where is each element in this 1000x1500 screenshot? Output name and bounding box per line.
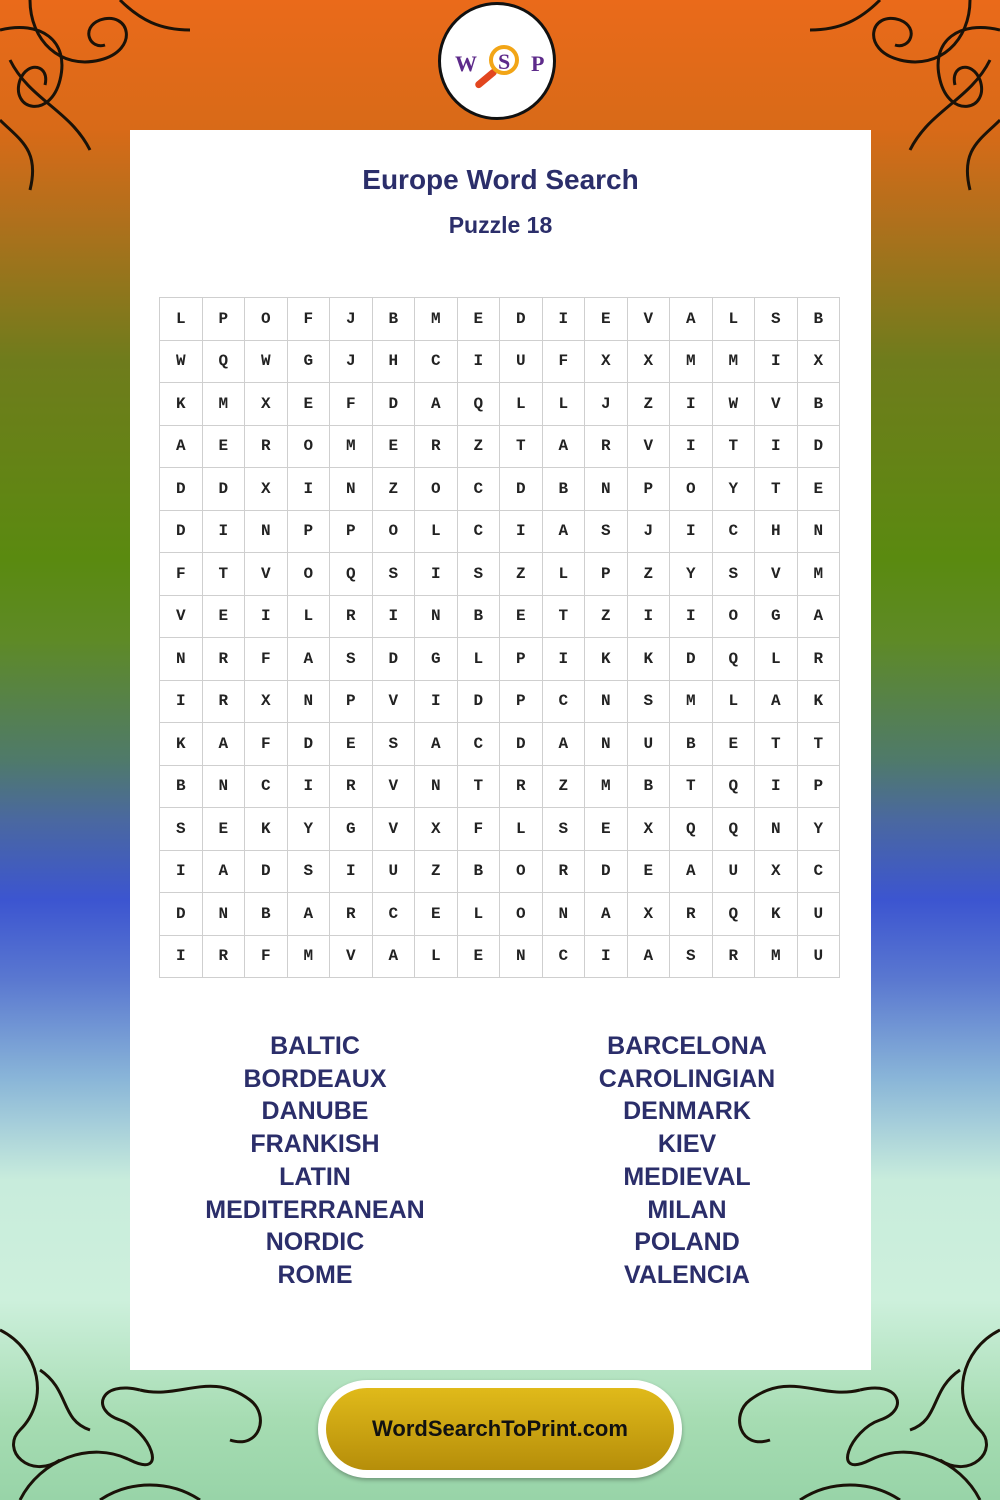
grid-cell[interactable]: T xyxy=(713,426,756,469)
grid-cell[interactable]: D xyxy=(500,468,543,511)
grid-cell[interactable]: O xyxy=(713,596,756,639)
grid-cell[interactable]: Q xyxy=(713,638,756,681)
grid-cell[interactable]: A xyxy=(755,681,798,724)
grid-cell[interactable]: T xyxy=(670,766,713,809)
word-list-item: DENMARK xyxy=(623,1097,751,1126)
grid-cell[interactable]: V xyxy=(160,596,203,639)
grid-cell[interactable]: O xyxy=(288,426,331,469)
grid-cell[interactable]: C xyxy=(245,766,288,809)
grid-cell[interactable]: B xyxy=(245,893,288,936)
grid-cell[interactable]: F xyxy=(288,298,331,341)
grid-cell[interactable]: U xyxy=(798,893,841,936)
grid-cell[interactable]: D xyxy=(203,468,246,511)
grid-cell[interactable]: S xyxy=(543,808,586,851)
grid-cell[interactable]: Y xyxy=(288,808,331,851)
word-list-item: CAROLINGIAN xyxy=(598,1064,776,1093)
grid-cell[interactable]: E xyxy=(203,596,246,639)
grid-cell[interactable]: D xyxy=(670,638,713,681)
grid-cell[interactable]: C xyxy=(713,511,756,554)
grid-cell[interactable]: K xyxy=(160,723,203,766)
grid-cell[interactable]: X xyxy=(245,383,288,426)
grid-cell[interactable]: U xyxy=(798,936,841,979)
grid-cell[interactable]: Z xyxy=(628,553,671,596)
grid-cell[interactable]: W xyxy=(713,383,756,426)
grid-cell[interactable]: Q xyxy=(713,766,756,809)
grid-cell[interactable]: N xyxy=(203,766,246,809)
grid-cell[interactable]: E xyxy=(458,936,501,979)
grid-cell[interactable]: A xyxy=(373,936,416,979)
grid-cell[interactable]: R xyxy=(203,681,246,724)
grid-cell[interactable]: A xyxy=(543,426,586,469)
grid-cell[interactable]: X xyxy=(628,808,671,851)
grid-cell[interactable]: V xyxy=(373,808,416,851)
grid-cell[interactable]: T xyxy=(755,723,798,766)
word-list-item: POLAND xyxy=(634,1228,740,1257)
grid-cell[interactable]: E xyxy=(628,851,671,894)
grid-cell[interactable]: E xyxy=(458,298,501,341)
grid-cell[interactable]: D xyxy=(373,638,416,681)
grid-cell[interactable]: N xyxy=(500,936,543,979)
grid-cell[interactable]: J xyxy=(628,511,671,554)
grid-cell[interactable]: Y xyxy=(670,553,713,596)
grid-cell[interactable]: F xyxy=(245,936,288,979)
grid-cell[interactable]: Z xyxy=(500,553,543,596)
grid-cell[interactable]: I xyxy=(755,341,798,384)
grid-cell[interactable]: P xyxy=(628,468,671,511)
grid-cell[interactable]: I xyxy=(670,426,713,469)
word-list-left xyxy=(130,1030,500,1292)
grid-cell[interactable]: H xyxy=(373,341,416,384)
grid-cell[interactable]: S xyxy=(755,298,798,341)
grid-cell[interactable]: B xyxy=(458,851,501,894)
grid-cell[interactable]: L xyxy=(755,638,798,681)
grid-cell[interactable]: C xyxy=(458,723,501,766)
grid-cell[interactable]: I xyxy=(288,766,331,809)
grid-cell[interactable]: J xyxy=(330,298,373,341)
grid-cell[interactable]: E xyxy=(415,893,458,936)
word-list-item: BALTIC xyxy=(270,1032,360,1060)
grid-cell[interactable]: B xyxy=(458,596,501,639)
grid-cell[interactable]: O xyxy=(245,298,288,341)
grid-cell[interactable]: C xyxy=(458,468,501,511)
grid-cell[interactable]: S xyxy=(330,638,373,681)
grid-cell[interactable]: I xyxy=(330,851,373,894)
grid-cell[interactable]: L xyxy=(415,936,458,979)
grid-cell[interactable]: R xyxy=(330,893,373,936)
word-list-item: FRANKISH xyxy=(250,1130,380,1159)
grid-cell[interactable]: A xyxy=(628,936,671,979)
grid-cell[interactable]: I xyxy=(755,766,798,809)
grid-cell[interactable]: A xyxy=(415,723,458,766)
grid-cell[interactable]: Z xyxy=(585,596,628,639)
letter-grid xyxy=(159,297,840,978)
grid-cell[interactable]: X xyxy=(585,341,628,384)
grid-cell[interactable]: U xyxy=(500,341,543,384)
grid-cell[interactable]: R xyxy=(798,638,841,681)
grid-cell[interactable]: Y xyxy=(798,808,841,851)
grid-cell[interactable]: E xyxy=(203,426,246,469)
grid-cell[interactable]: Z xyxy=(458,426,501,469)
grid-cell[interactable]: K xyxy=(798,681,841,724)
grid-cell[interactable]: A xyxy=(203,723,246,766)
grid-cell[interactable]: C xyxy=(798,851,841,894)
grid-cell[interactable]: L xyxy=(500,808,543,851)
grid-cell[interactable]: A xyxy=(288,893,331,936)
grid-cell[interactable]: R xyxy=(203,638,246,681)
grid-cell[interactable]: N xyxy=(798,511,841,554)
grid-cell[interactable]: R xyxy=(245,426,288,469)
grid-cell[interactable]: I xyxy=(543,298,586,341)
grid-cell[interactable]: A xyxy=(288,638,331,681)
grid-cell[interactable]: M xyxy=(670,681,713,724)
grid-cell[interactable]: V xyxy=(373,681,416,724)
grid-cell[interactable]: Q xyxy=(203,341,246,384)
word-list-right xyxy=(502,1030,872,1292)
grid-cell[interactable]: T xyxy=(798,723,841,766)
grid-cell[interactable]: E xyxy=(500,596,543,639)
grid-cell[interactable]: F xyxy=(458,808,501,851)
grid-cell[interactable]: I xyxy=(543,638,586,681)
grid-cell[interactable]: N xyxy=(330,468,373,511)
grid-cell[interactable]: M xyxy=(415,298,458,341)
grid-cell[interactable]: L xyxy=(458,893,501,936)
grid-cell[interactable]: U xyxy=(628,723,671,766)
grid-cell[interactable]: E xyxy=(288,383,331,426)
grid-cell[interactable]: N xyxy=(203,893,246,936)
grid-cell[interactable]: Q xyxy=(670,808,713,851)
grid-cell[interactable]: M xyxy=(288,936,331,979)
grid-cell[interactable]: O xyxy=(500,851,543,894)
grid-cell[interactable]: O xyxy=(500,893,543,936)
grid-cell[interactable]: I xyxy=(160,936,203,979)
grid-cell[interactable]: L xyxy=(713,298,756,341)
word-list-item: ROME xyxy=(277,1260,353,1289)
grid-cell[interactable]: A xyxy=(543,723,586,766)
grid-cell[interactable]: T xyxy=(458,766,501,809)
grid-cell[interactable]: Y xyxy=(713,468,756,511)
grid-cell[interactable]: K xyxy=(755,893,798,936)
grid-cell[interactable]: I xyxy=(373,596,416,639)
grid-cell[interactable]: P xyxy=(203,298,246,341)
grid-cell[interactable]: L xyxy=(713,681,756,724)
word-list-item: VALENCIA xyxy=(624,1260,750,1289)
grid-cell[interactable]: R xyxy=(203,936,246,979)
logo-letter-p: P xyxy=(531,51,545,76)
grid-cell[interactable]: N xyxy=(585,681,628,724)
grid-cell[interactable]: U xyxy=(713,851,756,894)
grid-cell[interactable]: B xyxy=(628,766,671,809)
word-list-item: MILAN xyxy=(647,1195,727,1224)
grid-cell[interactable]: D xyxy=(798,426,841,469)
grid-cell[interactable]: E xyxy=(713,723,756,766)
grid-cell[interactable]: S xyxy=(585,511,628,554)
grid-cell[interactable]: A xyxy=(160,426,203,469)
grid-cell[interactable]: D xyxy=(458,681,501,724)
grid-cell[interactable]: K xyxy=(245,808,288,851)
grid-cell[interactable]: D xyxy=(245,851,288,894)
grid-cell[interactable]: E xyxy=(373,426,416,469)
grid-cell[interactable]: Z xyxy=(415,851,458,894)
grid-cell[interactable]: R xyxy=(585,426,628,469)
grid-cell[interactable]: M xyxy=(713,341,756,384)
grid-cell[interactable]: E xyxy=(203,808,246,851)
grid-cell[interactable]: M xyxy=(755,936,798,979)
grid-cell[interactable]: H xyxy=(755,511,798,554)
grid-cell[interactable]: I xyxy=(670,383,713,426)
grid-cell[interactable]: T xyxy=(203,553,246,596)
grid-cell[interactable]: N xyxy=(585,468,628,511)
grid-cell[interactable]: A xyxy=(585,893,628,936)
grid-cell[interactable]: I xyxy=(415,681,458,724)
site-banner-inner xyxy=(326,1388,674,1470)
grid-cell[interactable]: G xyxy=(330,808,373,851)
grid-cell[interactable]: G xyxy=(415,638,458,681)
grid-cell[interactable]: U xyxy=(373,851,416,894)
grid-cell[interactable]: W xyxy=(160,341,203,384)
grid-cell[interactable]: V xyxy=(330,936,373,979)
grid-cell[interactable]: F xyxy=(543,341,586,384)
grid-cell[interactable]: I xyxy=(415,553,458,596)
grid-cell[interactable]: L xyxy=(500,383,543,426)
grid-cell[interactable]: G xyxy=(755,596,798,639)
grid-cell[interactable]: I xyxy=(160,851,203,894)
logo-letter-s: S xyxy=(498,49,511,74)
grid-cell[interactable]: S xyxy=(160,808,203,851)
grid-cell[interactable]: L xyxy=(288,596,331,639)
grid-cell[interactable]: V xyxy=(755,383,798,426)
grid-cell[interactable]: O xyxy=(415,468,458,511)
grid-cell[interactable]: M xyxy=(798,553,841,596)
grid-cell[interactable]: T xyxy=(543,596,586,639)
grid-cell[interactable]: R xyxy=(713,936,756,979)
word-list-item: DANUBE xyxy=(261,1097,369,1126)
grid-cell[interactable]: Z xyxy=(373,468,416,511)
grid-cell[interactable]: S xyxy=(628,681,671,724)
grid-cell[interactable]: P xyxy=(500,638,543,681)
grid-cell[interactable]: I xyxy=(755,426,798,469)
grid-cell[interactable]: E xyxy=(798,468,841,511)
grid-cell[interactable]: F xyxy=(245,723,288,766)
grid-cell[interactable]: Q xyxy=(713,808,756,851)
grid-cell[interactable]: R xyxy=(543,851,586,894)
grid-cell[interactable]: M xyxy=(585,766,628,809)
grid-cell[interactable]: P xyxy=(330,511,373,554)
grid-cell[interactable]: X xyxy=(245,681,288,724)
grid-cell[interactable]: T xyxy=(500,426,543,469)
grid-cell[interactable]: Q xyxy=(330,553,373,596)
grid-cell[interactable]: D xyxy=(160,893,203,936)
grid-cell[interactable]: S xyxy=(670,936,713,979)
grid-cell[interactable]: D xyxy=(373,383,416,426)
grid-cell[interactable]: D xyxy=(160,468,203,511)
grid-cell[interactable]: E xyxy=(585,298,628,341)
grid-cell[interactable]: A xyxy=(798,596,841,639)
grid-cell[interactable]: I xyxy=(288,468,331,511)
grid-cell[interactable]: X xyxy=(415,808,458,851)
grid-cell[interactable]: N xyxy=(755,808,798,851)
grid-cell[interactable]: D xyxy=(160,511,203,554)
grid-cell[interactable]: L xyxy=(415,511,458,554)
grid-cell[interactable]: I xyxy=(160,681,203,724)
grid-cell[interactable]: V xyxy=(373,766,416,809)
grid-cell[interactable]: I xyxy=(670,511,713,554)
grid-cell[interactable]: P xyxy=(500,681,543,724)
word-list-item: MEDIEVAL xyxy=(623,1162,751,1191)
grid-cell[interactable]: X xyxy=(245,468,288,511)
grid-cell[interactable]: X xyxy=(798,341,841,384)
grid-cell[interactable]: W xyxy=(245,341,288,384)
grid-cell[interactable]: T xyxy=(755,468,798,511)
grid-cell[interactable]: L xyxy=(543,383,586,426)
grid-cell[interactable]: M xyxy=(330,426,373,469)
grid-cell[interactable]: N xyxy=(415,596,458,639)
grid-cell[interactable]: L xyxy=(458,638,501,681)
grid-cell[interactable]: I xyxy=(203,511,246,554)
grid-cell[interactable]: I xyxy=(585,936,628,979)
grid-cell[interactable]: A xyxy=(670,298,713,341)
grid-cell[interactable]: N xyxy=(585,723,628,766)
site-banner[interactable] xyxy=(318,1380,682,1478)
grid-cell[interactable]: A xyxy=(203,851,246,894)
grid-cell[interactable]: C xyxy=(415,341,458,384)
grid-cell[interactable]: V xyxy=(628,426,671,469)
grid-cell[interactable]: R xyxy=(330,766,373,809)
grid-cell[interactable]: V xyxy=(755,553,798,596)
grid-cell[interactable]: I xyxy=(628,596,671,639)
grid-cell[interactable]: S xyxy=(713,553,756,596)
grid-cell[interactable]: R xyxy=(415,426,458,469)
grid-cell[interactable]: V xyxy=(245,553,288,596)
grid-cell[interactable]: M xyxy=(670,341,713,384)
grid-cell[interactable]: X xyxy=(628,341,671,384)
grid-cell[interactable]: S xyxy=(373,553,416,596)
grid-cell[interactable]: A xyxy=(415,383,458,426)
grid-cell[interactable]: B xyxy=(670,723,713,766)
logo-letter-w: W xyxy=(455,51,477,76)
word-list-item: LATIN xyxy=(279,1162,351,1191)
grid-cell[interactable]: C xyxy=(543,936,586,979)
grid-cell[interactable]: F xyxy=(245,638,288,681)
word-list-item: MEDITERRANEAN xyxy=(205,1195,425,1224)
grid-cell[interactable]: X xyxy=(755,851,798,894)
grid-cell[interactable]: S xyxy=(373,723,416,766)
grid-cell[interactable]: Q xyxy=(713,893,756,936)
grid-cell[interactable]: P xyxy=(798,766,841,809)
grid-cell[interactable]: R xyxy=(330,596,373,639)
grid-cell[interactable]: V xyxy=(628,298,671,341)
grid-cell[interactable]: G xyxy=(288,341,331,384)
grid-cell[interactable]: X xyxy=(628,893,671,936)
grid-cell[interactable]: N xyxy=(160,638,203,681)
grid-cell[interactable]: D xyxy=(500,723,543,766)
grid-cell[interactable]: P xyxy=(288,511,331,554)
grid-cell[interactable]: K xyxy=(160,383,203,426)
grid-cell[interactable]: I xyxy=(458,341,501,384)
grid-cell[interactable]: N xyxy=(415,766,458,809)
grid-cell[interactable]: A xyxy=(543,511,586,554)
grid-cell[interactable]: N xyxy=(543,893,586,936)
grid-cell[interactable]: I xyxy=(500,511,543,554)
grid-cell[interactable]: I xyxy=(670,596,713,639)
grid-cell[interactable]: F xyxy=(160,553,203,596)
grid-cell[interactable]: N xyxy=(288,681,331,724)
grid-cell[interactable]: D xyxy=(585,851,628,894)
grid-cell[interactable]: B xyxy=(160,766,203,809)
grid-cell[interactable]: J xyxy=(585,383,628,426)
grid-cell[interactable]: B xyxy=(373,298,416,341)
site-url[interactable]: WordSearchToPrint.com xyxy=(372,1416,628,1441)
word-list-item: BARCELONA xyxy=(607,1032,767,1060)
grid-cell[interactable]: R xyxy=(500,766,543,809)
grid-cell[interactable]: D xyxy=(288,723,331,766)
grid-cell[interactable]: C xyxy=(543,681,586,724)
grid-cell[interactable]: B xyxy=(543,468,586,511)
word-list-item: NORDIC xyxy=(265,1228,365,1257)
grid-cell[interactable]: P xyxy=(585,553,628,596)
grid-cell[interactable]: D xyxy=(500,298,543,341)
grid-cell[interactable]: S xyxy=(288,851,331,894)
grid-cell[interactable]: A xyxy=(670,851,713,894)
grid-cell[interactable]: B xyxy=(798,298,841,341)
grid-cell[interactable]: O xyxy=(288,553,331,596)
grid-cell[interactable]: I xyxy=(245,596,288,639)
grid-cell[interactable]: E xyxy=(330,723,373,766)
grid-cell[interactable]: Z xyxy=(543,766,586,809)
grid-cell[interactable]: B xyxy=(798,383,841,426)
grid-cell[interactable]: S xyxy=(458,553,501,596)
grid-cell[interactable]: P xyxy=(330,681,373,724)
puzzle-card xyxy=(130,130,871,1370)
grid-cell[interactable]: K xyxy=(628,638,671,681)
puzzle-subtitle: Puzzle 18 xyxy=(448,212,553,238)
grid-cell[interactable]: Q xyxy=(458,383,501,426)
grid-cell[interactable]: L xyxy=(160,298,203,341)
grid-cell[interactable]: J xyxy=(330,341,373,384)
grid-cell[interactable]: R xyxy=(670,893,713,936)
grid-cell[interactable]: N xyxy=(245,511,288,554)
grid-cell[interactable]: L xyxy=(543,553,586,596)
word-list-item: KIEV xyxy=(657,1130,717,1159)
word-list-item: BORDEAUX xyxy=(243,1064,387,1093)
grid-cell[interactable]: C xyxy=(373,893,416,936)
grid-cell[interactable]: C xyxy=(458,511,501,554)
grid-cell[interactable]: Z xyxy=(628,383,671,426)
site-logo[interactable] xyxy=(438,2,556,120)
grid-cell[interactable]: M xyxy=(203,383,246,426)
grid-cell[interactable]: K xyxy=(585,638,628,681)
grid-cell[interactable]: O xyxy=(670,468,713,511)
grid-cell[interactable]: E xyxy=(585,808,628,851)
grid-cell[interactable]: F xyxy=(330,383,373,426)
grid-cell[interactable]: O xyxy=(373,511,416,554)
puzzle-title: Europe Word Search xyxy=(362,164,639,195)
